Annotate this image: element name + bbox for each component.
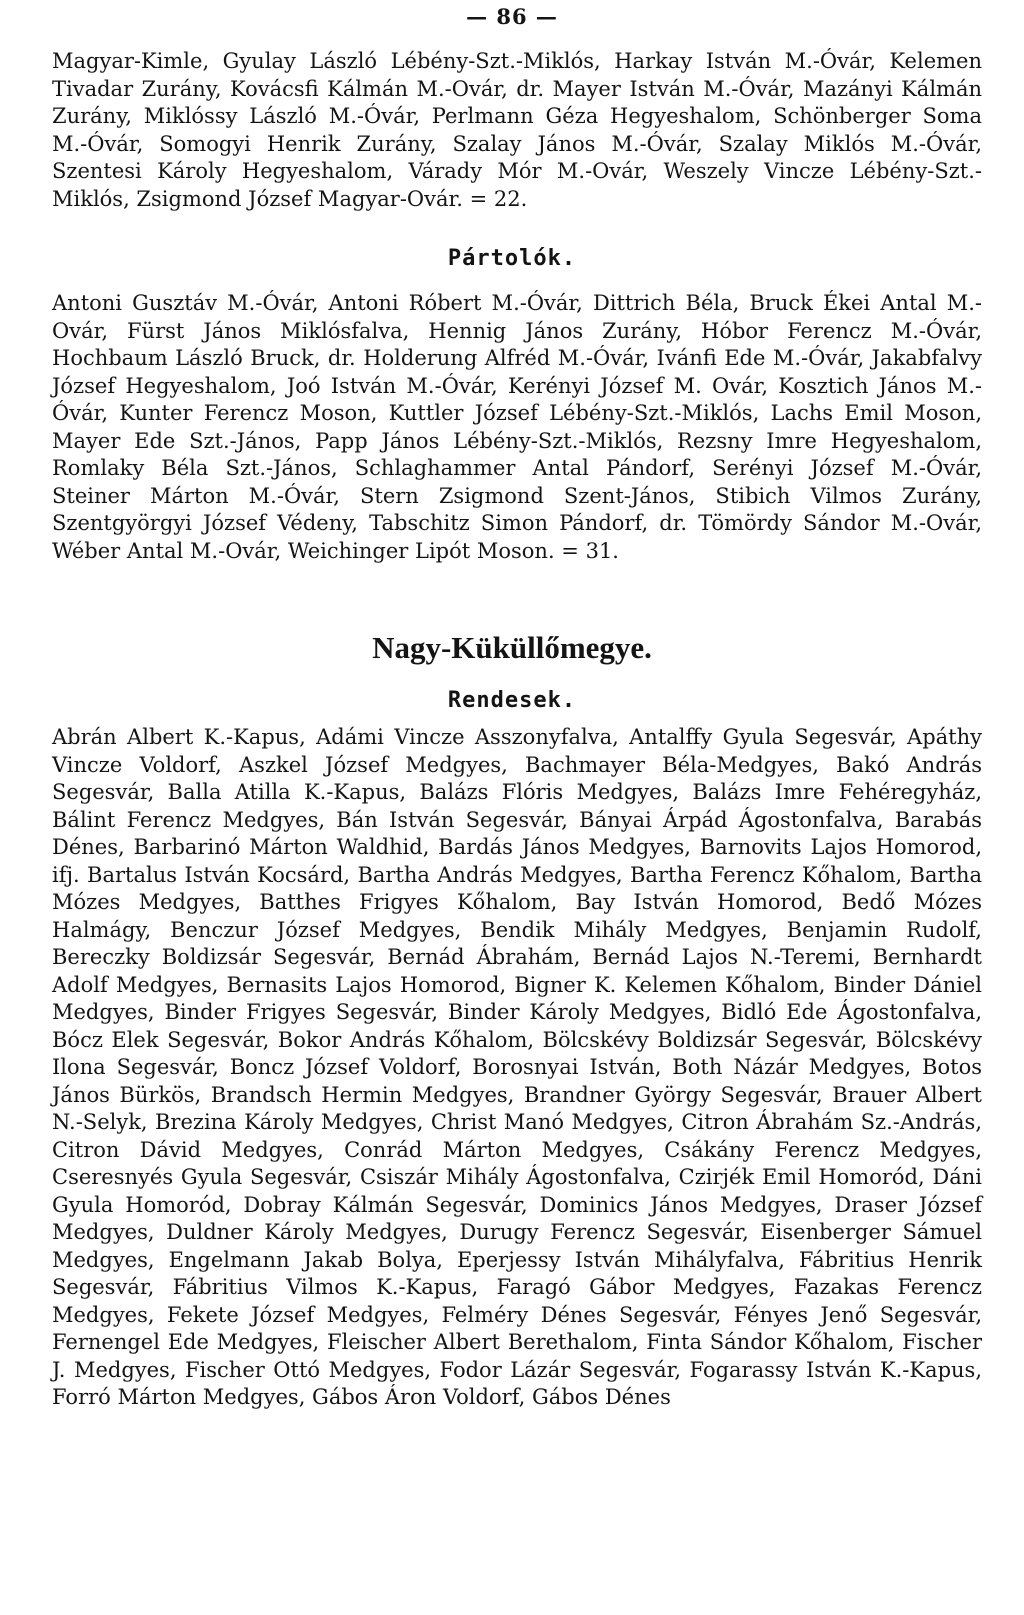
supporters-list [52,290,982,565]
county-heading: Nagy-Küküllőmegye. [372,630,652,665]
members-list-nagykukullo [52,724,982,1412]
heading-rendesek: Rendesek. [447,688,577,713]
supporters-paragraph: Antoni Gusztáv M.-Óvár, Antoni Róbert M.-Óvár, Dittrich Béla, Bruck Ékei Antal M.-Ovár, Fürst János Miklósfalva, Hennig János Zurány, Hóbor Ferencz M.-Óvár, Hochbaum László Bruck, dr. Holderung Alfréd M.-Óvár, Ivánfi Ede M.-Óvár, Jakabfalvy József Hegyeshalom, Joó István M.-Óvár, Kerényi József M. Ovár, Kosztich János M.-Óvár, Kunter Ferencz Moson, Kuttler József Lébény-Szt.-Miklós, Lachs Emil Moson, Mayer Ede Szt.-János, Papp János Lébény-Szt.-Miklós, Rezsny Imre Hegyeshalom, Romlaky Béla Szt.-János, Schlaghammer Antal Pándorf, Serényi József M.-Óvár, Steiner Márton M.-Óvár, Stern Zsigmond Szent-János, Stibich Vilmos Zurány, Szentgyörgyi József Védeny, Tabschitz Simon Pándorf, dr. Tömördy Sándor M.-Ovár, Wéber Antal M.-Ovár, Weichinger Lipót Moson. = 31. [52,291,982,563]
members-paragraph-nagykukullo: Abrán Albert K.-Kapus, Adámi Vincze Asszonyfalva, Antalffy Gyula Segesvár, Apáthy Vincze Voldorf, Aszkel József Medgyes, Bachmayer Béla-Medgyes, Bakó András Segesvár, Balla Atilla K.-Kapus, Balázs Flóris Medgyes, Balázs Imre Fehéregyház, Bálint Ferencz Medgyes, Bán István Segesvár, Bányai Árpád Ágostonfalva, Barabás Dénes, Barbarinó Márton Waldhid, Bardás János Medgyes, Barnovits Lajos Homorod, ifj. Bartalus István Kocsárd, Bartha András Medgyes, Bartha Ferencz Kőhalom, Bartha Mózes Medgyes, Batthes Frigyes Kőhalom, Bay István Homorod, Bedő Mózes Halmágy, Benczur József Medgyes, Bendik Mihály Medgyes, Benjamin Rudolf, Bereczky Boldizsár Segesvár, Bernád Ábrahám, Bernád Lajos N.-Teremi, Bernhardt Adolf Medgyes, Bernasits Lajos Homorod, Bigner K. Kelemen Kőhalom, Binder Dániel Medgyes, Binder Frigyes Segesvár, Binder Károly Medgyes, Bidló Ede Ágostonfalva, Bócz Elek Segesvár, Bokor András Kőhalom, Bölcskévy Boldizsár Segesvár, Bölcskévy Ilona Segesvár, Boncz József Voldorf, Borosnyai István, Both Názár Medgyes, Botos János Bürkös, Brandsch Hermin Medgyes, Brandner György Segesvár, Brauer Albert N.-Selyk, Brezina Károly Medgyes, Christ Manó Medgyes, Citron Ábrahám Sz.-András, Citron Dávid Medgyes, Conrád Márton Medgyes, Csákány Ferencz Medgyes, Cseresnyés Gyula Segesvár, Csiszár Mihály Ágostonfalva, Czirjék Emil Homoród, Dáni Gyula Homoród, Dobray Kálmán Segesvár, Dominics János Medgyes, Draser József Medgyes, Duldner Károly Medgyes, Durugy Ferencz Segesvár, Eisenberger Sámuel Medgyes, Engelmann Jakab Bolya, Eperjessy István Mihályfalva, Fábritius Henrik Segesvár, Fábritius Vilmos K.-Kapus, Faragó Gábor Medgyes, Fazakas Ferencz Medgyes, Fekete József Medgyes, Felméry Dénes Segesvár, Fényes Jenő Segesvár, Fernengel Ede Medgyes, Fleischer Albert Berethalom, Finta Sándor Kőhalom, Fischer J. Medgyes, Fischer Ottó Medgyes, Fodor Lázár Segesvár, Fogarassy István K.-Kapus, Forró Márton Medgyes, Gábos Áron Voldorf, Gábos Dénes [52,725,982,1409]
page-number: — 86 — [466,4,558,29]
members-paragraph-moson: Magyar-Kimle, Gyulay László Lébény-Szt.-Miklós, Harkay István M.-Óvár, Kelemen Tivadar Zurány, Kovácsfi Kálmán M.-Ovár, dr. Mayer István M.-Óvár, Mazányi Kálmán Zurány, Miklóssy László M.-Óvár, Perlmann Géza Hegyeshalom, Schönberger Soma M.-Óvár, Somogyi Henrik Zurány, Szalay János M.-Óvár, Szalay Miklós M.-Óvár, Szentesi Károly Hegyeshalom, Várady Mór M.-Ovár, Weszely Vincze Lébény-Szt.-Miklós, Zsigmond József Magyar-Ovár. = 22. [52,49,982,211]
members-list-moson [52,48,982,213]
heading-partolok: Pártolók. [447,246,577,271]
